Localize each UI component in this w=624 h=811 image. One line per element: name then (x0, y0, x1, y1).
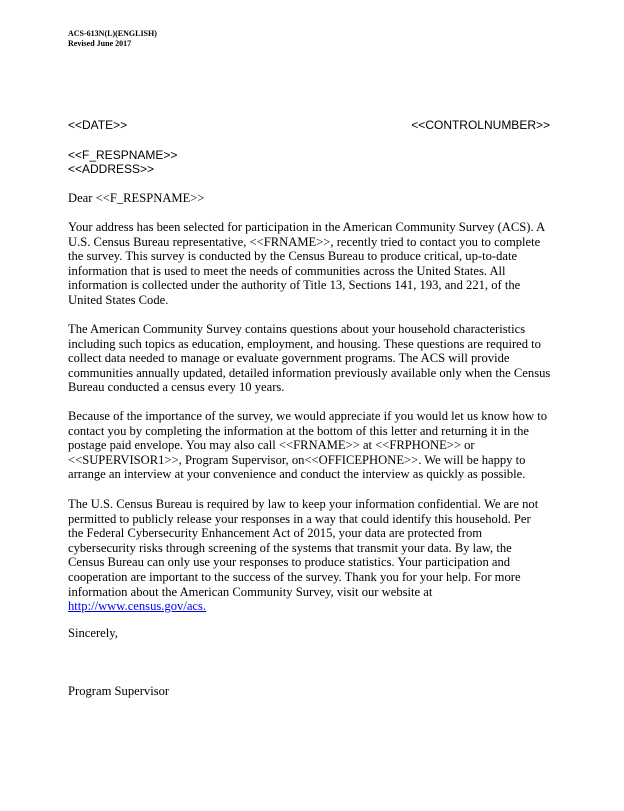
text-line: collect data needed to manage or evaluate government programs. The ACS will provide (68, 351, 510, 366)
text-line: contact you by completing the information at the bottom of this letter and returning it in the (68, 423, 529, 438)
date-field: <<DATE>> (68, 118, 128, 132)
control-number-field: <<CONTROLNUMBER>> (411, 118, 550, 132)
text-line: The U.S. Census Bureau is required by law to keep your information confidential. We are not (68, 497, 539, 511)
signature-title: Program Supervisor (68, 684, 170, 698)
text-line: The American Community Survey contains questions about your household characteristics (68, 322, 526, 336)
paragraph-contact (68, 409, 547, 482)
text-line: Because of the importance of the survey, we would appreciate if you would let us know how to (68, 409, 548, 423)
address-field: <<ADDRESS>> (68, 162, 155, 176)
text-line: communities annually updated, detailed information previously available only when the Census (68, 365, 551, 380)
respondent-name-field: <<F_RESPNAME>> (68, 148, 178, 162)
paragraph-intro (68, 220, 545, 308)
revision-date: Revised June 2017 (68, 38, 132, 48)
text-line: arrange an interview at your convenience and conduct the interview as quickly as possible. (68, 467, 526, 482)
closing: Sincerely, (68, 626, 118, 640)
text-line: U.S. Census Bureau representative, <<FRNAME>>, recently tried to contact you to complete (68, 234, 541, 249)
text-line: information is collected under the authority of Title 13, Sections 141, 193, and 221, of the (68, 278, 521, 293)
text-line: including such topics as education, employment, and housing. These questions are required to (68, 336, 541, 351)
form-header (68, 29, 157, 48)
text-line: information about the American Community Survey, visit our website at (68, 584, 433, 599)
paragraph-about-acs (68, 322, 550, 395)
text-line: the survey. This survey is conducted by the Census Bureau to produce critical, up-to-date (68, 249, 518, 264)
website-link[interactable]: http://www.census.gov/acs. (68, 599, 207, 614)
text-line: United States Code. (68, 292, 169, 307)
text-line: the Federal Cybersecurity Enhancement Act of 2015, your data are protected from (68, 526, 483, 541)
text-line: permitted to publicly release your responses in a way that could identify this household. Per (68, 511, 531, 526)
text-line: cooperation are important to the success of the survey. Thank you for your help. For more (68, 569, 521, 584)
salutation: Dear <<F_RESPNAME>> (68, 191, 205, 205)
form-id: ACS-613N(L)(ENGLISH) (68, 29, 157, 38)
text-line: <<SUPERVISOR1>>, Program Supervisor, on<<OFFICEPHONE>>. We will be happy to (68, 452, 526, 467)
text-line: Bureau conducted a census every 10 years. (68, 380, 285, 395)
text-line: cybersecurity risks through screening of the systems that transmit your data. By law, the (68, 540, 512, 555)
paragraph-confidentiality (68, 497, 538, 614)
text-line: postage paid envelope. You may also call <<FRNAME>> at <<FRPHONE>> or (68, 438, 475, 453)
text-line: information that is used to meet the needs of communities across the United States. All (68, 263, 506, 278)
text-line: Your address has been selected for participation in the American Community Survey (ACS). A (68, 220, 546, 234)
text-line: Census Bureau can only use your responses to produce statistics. Your participation and (68, 555, 511, 570)
